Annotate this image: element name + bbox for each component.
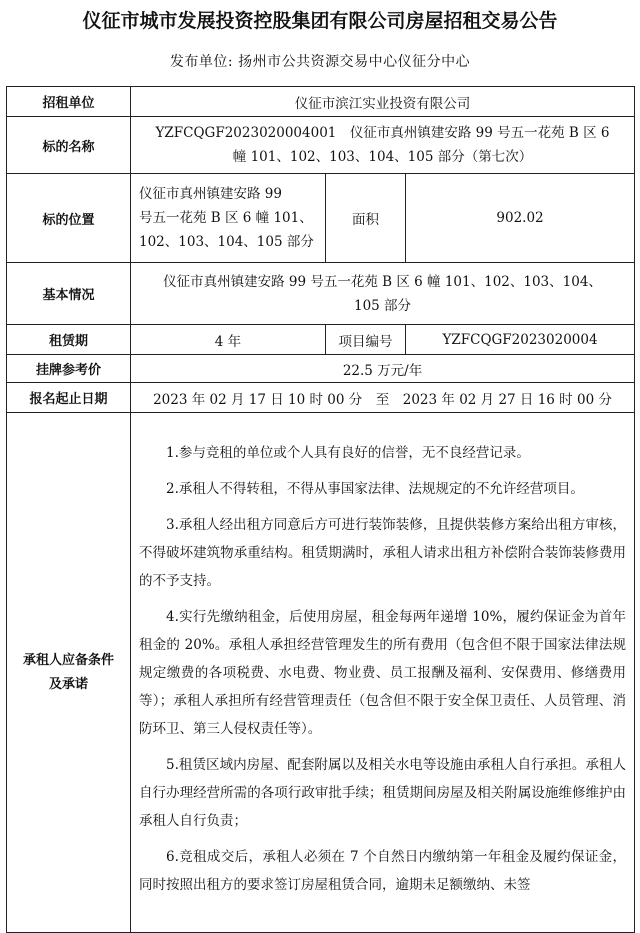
price-label: 挂牌参考价 — [7, 355, 131, 383]
location-label: 标的位置 — [7, 174, 131, 263]
area-value: 902.02 — [406, 174, 635, 263]
basic-info-line: 105 部分 — [353, 297, 412, 314]
row-subject — [7, 117, 635, 174]
row-conditions — [7, 413, 635, 933]
period-value: 2023 年 02 月 17 日 10 时 00 分 至 2023 年 02 月 27 日 16 时 00 分 — [131, 383, 635, 413]
clause-item: 1.参与竞租的单位或个人具有良好的信誉，无不良经营记录。 — [166, 444, 530, 461]
location-value — [131, 174, 326, 263]
clause-item: 3.承租人经出租方同意后方可进行装饰装修，且提供装修方案给出租方审核，不得破坏建筑物承重结构。租赁期满时，承租人请求出租方补偿附合装饰装修费用的不予支持。 — [139, 516, 627, 589]
announcement-table — [6, 86, 635, 933]
location-line: 102、103、104、105 部分 — [139, 234, 314, 250]
conditions-label-line: 及承诺 — [48, 676, 88, 692]
row-registration-period — [7, 383, 635, 413]
area-label: 面积 — [326, 174, 406, 263]
price-value: 22.5 万元/年 — [131, 355, 635, 383]
basic-info-value — [131, 263, 635, 325]
clause-item: 6.竞租成交后，承租人必须在 7 个自然日内缴纳第一年租金及履约保证金，同时按照出租方的要求签订房屋租赁合同，逾期未足额缴纳、未签 — [139, 848, 627, 893]
lessor-label: 招租单位 — [7, 87, 131, 117]
conditions-label — [7, 413, 131, 933]
term-value: 4 年 — [131, 325, 326, 355]
subject-line: YZFCQGF2023020004001 仪征市真州镇建安路 99 号五一花苑 B 区 6 — [155, 125, 610, 141]
clause-item: 2.承租人不得转租，不得从事国家法律、法规规定的不允许经营项目。 — [166, 480, 584, 497]
project-no-label: 项目编号 — [326, 325, 406, 355]
row-location — [7, 174, 635, 263]
subject-line: 幢 101、102、103、104、105 部分（第七次） — [232, 149, 533, 165]
location-line: 仪征市真州镇建安路 99 — [139, 186, 282, 202]
row-lessor — [7, 87, 635, 117]
lessor-value: 仪征市滨江实业投资有限公司 — [131, 87, 635, 117]
clause-item: 4.实行先缴纳租金，后使用房屋，租金每两年递增 10%，履约保证金为首年租金的 20%。承租人承担经营管理发生的所有费用（包含但不限于国家法律法规规定缴费的各项税费、水电费、物业费、员工报酬及福利、安保费用、修缮费用等）；承租人承担所有经营管理责任（包含但不限于安全保卫责任、人员管理、消防环卫、第三人侵权责任等）。 — [139, 608, 627, 737]
row-basic-info — [7, 263, 635, 325]
location-line: 号五一花苑 B 区 6 幢 101、 — [139, 210, 313, 226]
clause-item: 5.租赁区域内房屋、配套附属以及相关水电等设施由承租人自行承担。承租人自行办理经营所需的各项行政审批手续；租赁期间房屋及相关附属设施维修维护由承租人自行负责； — [139, 756, 627, 829]
conditions-content — [131, 413, 635, 933]
conditions-label-line: 承租人应备条件 — [22, 652, 114, 668]
period-label: 报名起止日期 — [7, 383, 131, 413]
row-term — [7, 325, 635, 355]
subject-label: 标的名称 — [7, 117, 131, 174]
basic-info-label: 基本情况 — [7, 263, 131, 325]
publisher-line: 发布单位: 扬州市公共资源交易中心仪征分中心 — [169, 54, 471, 70]
document-title: 仪征市城市发展投资控股集团有限公司房屋招租交易公告 — [82, 10, 558, 32]
basic-info-line: 仪征市真州镇建安路 99 号五一花苑 B 区 6 幢 101、102、103、104、 — [163, 273, 602, 290]
term-label: 租赁期 — [7, 325, 131, 355]
subject-value — [131, 117, 635, 174]
project-no-value: YZFCQGF2023020004 — [406, 325, 635, 355]
row-price — [7, 355, 635, 383]
